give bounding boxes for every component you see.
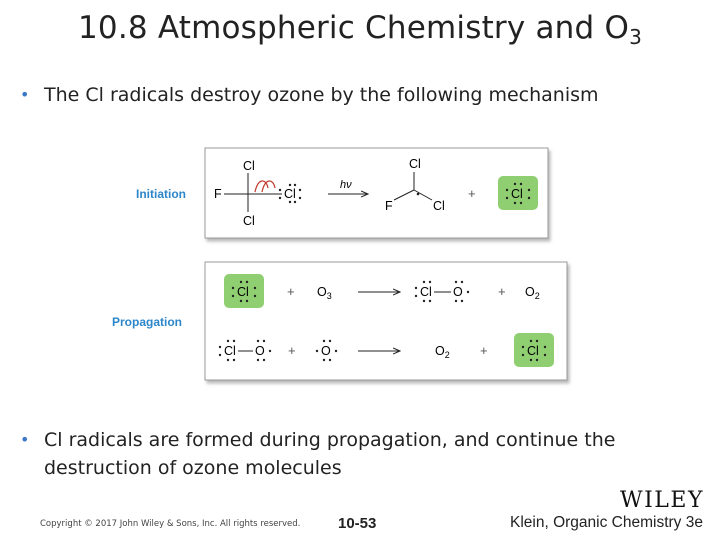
plus-sign: + xyxy=(287,284,295,299)
initiation-label: Initiation xyxy=(136,187,186,201)
slide-number: 10-53 xyxy=(338,515,377,532)
mechanism-figure xyxy=(100,140,580,390)
svg-text:O: O xyxy=(255,344,265,358)
bullet-dot: • xyxy=(20,430,30,449)
chlorine-radical-box xyxy=(514,333,554,367)
svg-text:Cl: Cl xyxy=(243,159,255,173)
svg-text:Cl: Cl xyxy=(237,285,249,299)
bullet-mechanism xyxy=(20,81,684,109)
copyright-text: Copyright © 2017 John Wiley & Sons, Inc. All rights reserved. xyxy=(40,519,301,529)
svg-text:F: F xyxy=(214,187,222,201)
propagation-label: Propagation xyxy=(112,315,183,329)
wiley-logo: WILEY xyxy=(620,488,704,513)
slide-title: 10.8 Atmospheric Chemistry and $O_3$ xyxy=(77,10,642,49)
ozone-formula: $O_3$ xyxy=(317,285,332,301)
oxygen-formula: $O_2$ xyxy=(435,344,450,360)
oxygen-formula: $O_2$ xyxy=(525,285,540,301)
chlorine-radical-box xyxy=(224,274,264,308)
svg-text:Cl: Cl xyxy=(224,344,236,358)
svg-text:Cl: Cl xyxy=(409,157,421,171)
bullet-text: The Cl radicals destroy ozone by the following mechanism xyxy=(44,84,599,106)
chlorine-radical-box xyxy=(498,176,538,210)
svg-text:Cl: Cl xyxy=(527,344,539,358)
hv-label: hν xyxy=(340,179,352,191)
svg-text:Cl: Cl xyxy=(243,214,255,228)
svg-text:O: O xyxy=(453,285,463,299)
svg-text:Cl: Cl xyxy=(433,199,445,213)
svg-text:O: O xyxy=(321,344,331,358)
plus-sign: + xyxy=(480,343,488,358)
svg-text:Cl: Cl xyxy=(284,187,296,201)
book-reference: Klein, Organic Chemistry 3e xyxy=(510,514,703,531)
bullet-dot: • xyxy=(20,85,30,104)
bullet-text-line1: Cl radicals are formed during propagation, and continue the xyxy=(44,429,616,451)
plus-sign: + xyxy=(468,186,476,201)
svg-text:F: F xyxy=(385,199,393,213)
plus-sign: + xyxy=(288,343,296,358)
bullet-text-line2: destruction of ozone molecules xyxy=(44,457,342,479)
bullet-radicals xyxy=(20,426,664,482)
svg-text:Cl: Cl xyxy=(511,187,523,201)
initiation-panel xyxy=(205,148,548,238)
plus-sign: + xyxy=(498,284,506,299)
svg-text:Cl: Cl xyxy=(420,285,432,299)
